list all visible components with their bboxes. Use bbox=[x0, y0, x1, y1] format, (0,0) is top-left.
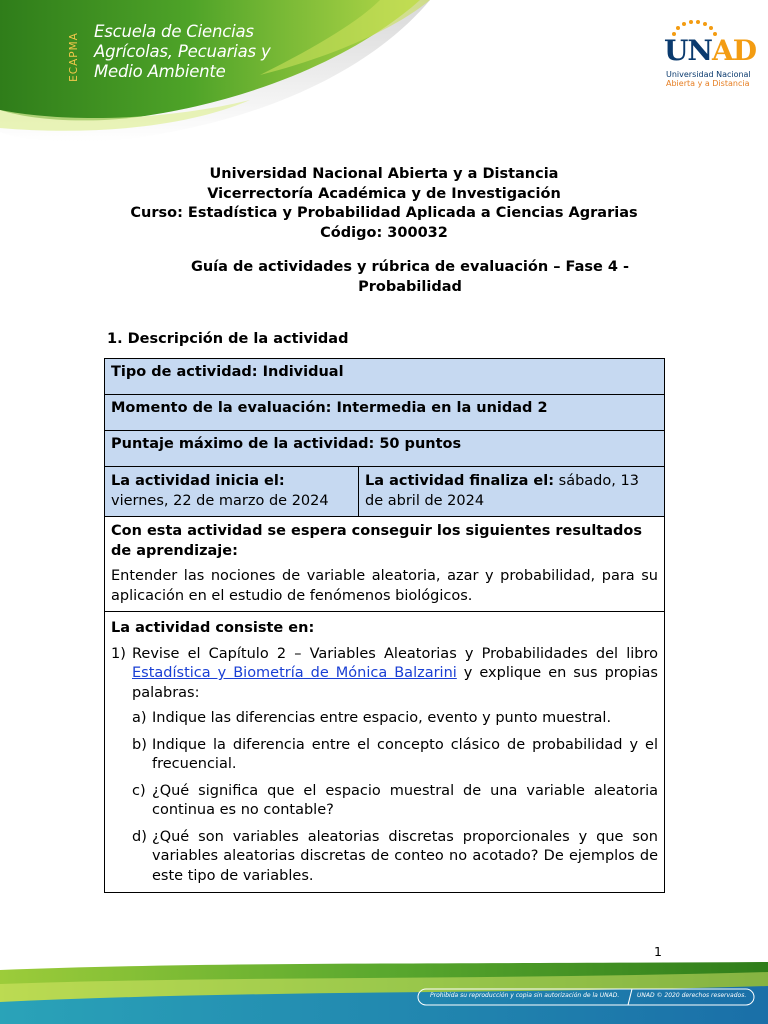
school-name-line1: Escuela de Ciencias bbox=[94, 22, 254, 41]
table-row bbox=[105, 517, 665, 612]
activity-description-table bbox=[104, 358, 665, 893]
learning-outcomes-heading: Con esta actividad se espera conseguir los siguientes resultados de aprendizaje: bbox=[111, 523, 642, 559]
logo-wordmark: UNAD bbox=[664, 34, 757, 67]
guide-title: Guía de actividades y rúbrica de evaluación – Fase 4 - Probabilidad bbox=[190, 259, 630, 295]
end-date-cell bbox=[359, 467, 665, 517]
end-date-value: sábado, 13 de abril de 2024 bbox=[365, 473, 639, 509]
sub-item: b) Indique la diferencia entre el concepto clásico de probabilidad y el frecuencial. bbox=[132, 736, 658, 772]
sub-items bbox=[132, 709, 658, 886]
document-titles bbox=[0, 165, 768, 243]
book-link[interactable]: Estadística y Biometría de Mónica Balzarini bbox=[132, 665, 457, 681]
sub-item: c) ¿Qué significa que el espacio muestral de una variable aleatoria continua es no contable? bbox=[132, 782, 658, 818]
end-date-label: La actividad finaliza el: bbox=[365, 473, 555, 489]
vicerrectoria-title: Vicerrectoría Académica y de Investigación bbox=[207, 185, 561, 202]
list-item: 1) Revise el Capítulo 2 – Variables Aleatorias y Probabilidades del libro Estadística y Biometría de Mónica Balzarini y explique en sus propias palabras: a) Indique las diferencias entre espacio, evento y punto muestral. b) Indique la diferencia entre el concepto clásico de probabilidad y el frecuencial. c) ¿Qué significa que el espacio muestral de una variable aleatoria continua es no contable? d) ¿Qué son variables aleatorias discretas proporcionales y que son variables aleatorias discretas de conteo no acotado? De ejemplos de este tipo de variables. bbox=[111, 645, 658, 887]
learning-outcomes-text: Entender las nociones de variable aleatoria, azar y probabilidad, para su aplicación en el estudio de fenómenos biológicos. bbox=[111, 568, 658, 604]
university-title: Universidad Nacional Abierta y a Distancia bbox=[209, 166, 559, 182]
section-heading: 1. Descripción de la actividad bbox=[107, 331, 349, 347]
evaluation-moment: Momento de la evaluación: Intermedia en la unidad 2 bbox=[105, 395, 665, 431]
sub-item: a) Indique las diferencias entre espacio, evento y punto muestral. bbox=[132, 710, 612, 726]
unad-logo bbox=[660, 20, 757, 92]
table-row bbox=[105, 612, 665, 893]
activity-type: Tipo de actividad: Individual bbox=[105, 359, 665, 395]
activity-content-cell bbox=[105, 612, 665, 893]
learning-outcomes-cell bbox=[105, 517, 665, 612]
page-number: 1 bbox=[654, 944, 662, 959]
table-row bbox=[105, 467, 665, 517]
footer-notice: Prohibida su reproducción y copia sin autorización de la UNAD. bbox=[430, 992, 620, 999]
school-name bbox=[94, 22, 271, 82]
table-row bbox=[105, 431, 665, 467]
start-date-value: viernes, 22 de marzo de 2024 bbox=[111, 492, 329, 509]
sub-item: d) ¿Qué son variables aleatorias discretas proporcionales y que son variables aleatorias discretas de conteo no acotado? De ejemplos de este tipo de variables. bbox=[132, 828, 658, 884]
footer-copyright: UNAD © 2020 derechos reservados. bbox=[637, 992, 747, 999]
start-date-label: La actividad inicia el: bbox=[111, 473, 285, 489]
table-row bbox=[105, 395, 665, 431]
course-code: Código: 300032 bbox=[320, 224, 448, 241]
activity-items bbox=[111, 645, 658, 887]
max-score: Puntaje máximo de la actividad: 50 puntos bbox=[105, 431, 665, 467]
logo-subtitle-2: Abierta y a Distancia bbox=[666, 79, 750, 88]
school-name-line3: Medio Ambiente bbox=[94, 62, 226, 81]
logo-subtitle-1: Universidad Nacional bbox=[666, 70, 751, 79]
start-date-cell bbox=[105, 467, 359, 517]
table-row bbox=[105, 359, 665, 395]
school-name-line2: Agrícolas, Pecuarias y bbox=[94, 42, 271, 61]
school-acronym: ECAPMA bbox=[68, 32, 81, 82]
course-title: Curso: Estadística y Probabilidad Aplicada a Ciencias Agrarias bbox=[130, 205, 638, 221]
activity-content-heading: La actividad consiste en: bbox=[111, 620, 315, 636]
